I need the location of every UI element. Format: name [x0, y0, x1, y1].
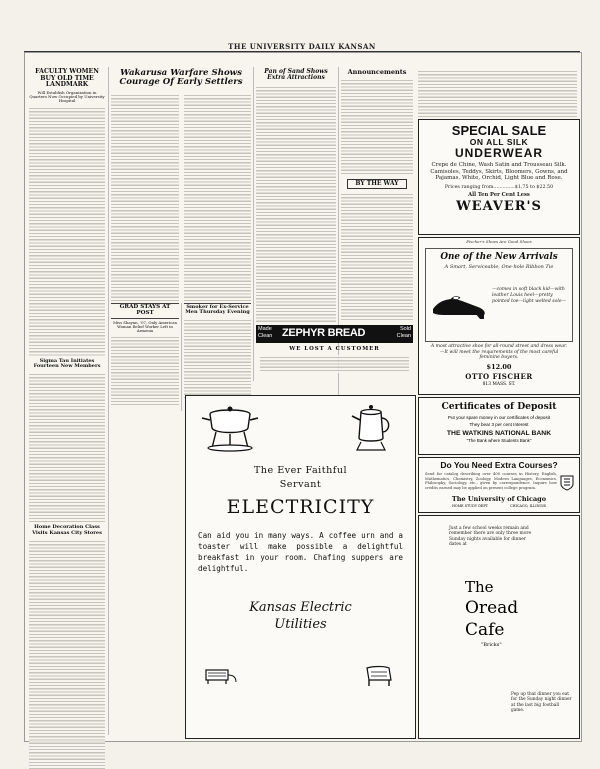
- sale-description: Crepe de Chine, Wash Satin and Trousseau Silk. Camisoles, Teddys, Skirts, Bloomers, Gowns, and Pajamas. White, Orchid, Light Blue and Rose.: [430, 162, 568, 182]
- sale-category: UNDERWEAR: [454, 145, 544, 160]
- article-body: [29, 372, 105, 522]
- fischer-shoes-ad: [418, 237, 580, 395]
- zephyr-banner: [256, 325, 413, 343]
- zephyr-left: Made Clean: [258, 326, 273, 339]
- newspaper-page: [24, 52, 582, 742]
- zephyr-brand: ZEPHYR BREAD: [282, 327, 366, 339]
- headline-sigma-tau: Sigma Tau Initiates Fourteen New Members: [33, 357, 101, 370]
- zephyr-right: Sold Clean: [396, 326, 411, 339]
- deposit-bank: THE WATKINS NATIONAL BANK: [446, 429, 552, 437]
- column-rule: [181, 303, 182, 411]
- subhead-grad-stays: Miss Shaynn, '07, Only American Woman Relief Worker Left in Armenia: [113, 319, 177, 333]
- column-3: [256, 69, 336, 324]
- fischer-shoe-details: —comes in soft black kid—with leather Louis heel—pretty pointed toe—light welted sole—: [492, 287, 567, 304]
- fischer-tagline: Fischer's Shoes Are Good Shoes: [466, 239, 532, 244]
- fischer-address: 813 MASS. ST.: [482, 382, 516, 387]
- deposit-line1: Put your spare money in our certificates of deposit: [447, 414, 551, 420]
- article-body: [256, 85, 336, 323]
- courses-title: Do You Need Extra Courses?: [440, 460, 558, 470]
- headline-pan-of-sand: Pan of Sand Shows Extra Attractions: [264, 68, 328, 82]
- deposit-line2: They bear 3 per cent Interest: [469, 421, 529, 427]
- electricity-headline: ELECTRICITY: [226, 496, 375, 518]
- headline-smoker: Smoker for Ex-Service Men Thursday Evening: [185, 304, 250, 316]
- courses-ad: [418, 457, 580, 513]
- electricity-ad: [185, 395, 416, 739]
- electricity-line1: The Ever Faithful: [253, 465, 348, 476]
- wakarusa-article-a: [111, 93, 179, 303]
- oread-name-the: The: [465, 578, 494, 596]
- oread-intro: Just a few school weeks remain and remember there are only three more Sunday nights available for dinner dates at: [449, 526, 532, 548]
- column-2-mid: [111, 303, 179, 403]
- headline-home-decoration: Home Decoration Class Visits Kansas City Stores: [32, 524, 102, 536]
- courses-body: Send for catalog describing over 400 courses in History, English, Mathematics, Chemistry, Zoology, Modern Languages, Economics, Philosophy, Sociology, etc., given by correspondence. Inquire how credits earned may be applied on present college program.: [425, 471, 557, 490]
- sale-title: SPECIAL SALE: [451, 123, 547, 138]
- headline-faculty-women: FACULTY WOMEN BUY OLD TIME LANDMARK: [35, 68, 99, 88]
- university-crest-icon: [560, 475, 574, 491]
- headline-by-the-way: BY THE WAY: [347, 179, 407, 189]
- wakarusa-article-b: [184, 93, 251, 303]
- column-5-top: [418, 69, 577, 117]
- courses-university: The University of Chicago: [451, 495, 547, 503]
- deposit-title: Certificates of Deposit: [441, 401, 557, 412]
- article-body: [29, 539, 105, 769]
- deposit-tagline: "The Bank where Students Bank": [466, 437, 532, 443]
- sale-discount: All Ten Per Cent Less: [468, 191, 530, 198]
- electric-iron-icon: [363, 662, 395, 688]
- masthead: [24, 40, 580, 52]
- electricity-company-line2: Utilities: [274, 617, 327, 632]
- oread-name-cafe: Cafe: [465, 620, 505, 640]
- fischer-inner-frame: [425, 248, 573, 342]
- sale-subtitle: ON ALL SILK: [469, 136, 529, 147]
- electricity-company-line1: Kansas Electric: [249, 600, 352, 615]
- article-body: [184, 318, 251, 398]
- article-body: [29, 106, 105, 356]
- column-rule: [108, 67, 109, 735]
- column-3-mid: [184, 303, 251, 403]
- article-body: [341, 192, 413, 322]
- column-rule: [253, 67, 254, 381]
- fischer-headline: One of the New Arrivals: [440, 252, 558, 262]
- deposit-ad: [418, 397, 580, 455]
- headline-wakarusa: Wakarusa Warfare Shows Courage Of Early Settlers: [119, 68, 243, 88]
- column-4: [341, 69, 413, 324]
- article-body: [341, 78, 413, 176]
- fischer-name: OTTO FISCHER: [465, 372, 533, 381]
- subhead-faculty-women: Will Establish Organization in Quarters Now Occupied by University Hospital: [29, 89, 105, 103]
- chafing-dish-icon: [200, 402, 260, 454]
- zephyr-bread-ad: [256, 325, 413, 375]
- coffee-urn-icon: [349, 402, 393, 454]
- article-body: [111, 335, 179, 405]
- electricity-body: Can aid you in many ways. A coffee urn and a toaster will make possible a delightful breakfast in your room. Chafing suppers are delightful.: [198, 531, 403, 573]
- column-1: [29, 69, 105, 737]
- zephyr-body: [260, 355, 409, 373]
- sale-price: Prices ranging from..............$1.75 to $22.50: [444, 184, 554, 190]
- oread-footer: Pep up that dinner you eat for the Sunday night dinner at the last big football game.: [511, 692, 572, 714]
- headline-announcements: Announcements: [347, 68, 407, 76]
- oread-tagline: "Bricks": [481, 642, 502, 648]
- special-sale-ad: [418, 119, 580, 235]
- electricity-line2: Servant: [279, 479, 322, 490]
- store-name: WEAVER'S: [456, 198, 542, 214]
- oread-name: Oread: [465, 598, 519, 618]
- masthead-title: THE UNIVERSITY DAILY KANSAN: [228, 42, 376, 51]
- fischer-subheadline: A Smart, Serviceable, One-hole Ribbon Tie: [444, 264, 554, 271]
- headline-grad-stays: GRAD STAYS AT POST: [111, 303, 179, 319]
- fischer-price: $12.00: [486, 363, 512, 371]
- fischer-description: A most attractive shoe for all-round street and dress wear.—It will meet the requirements of the most careful feminine buyers.: [430, 344, 568, 361]
- shoe-illustration: [430, 285, 488, 321]
- oread-cafe-ad: [418, 515, 580, 739]
- zephyr-subhead: WE LOST A CUSTOMER: [289, 346, 380, 352]
- courses-footer: HOME STUDY DEPT. CHICAGO, ILLINOIS: [451, 504, 547, 508]
- toaster-icon: [202, 664, 238, 686]
